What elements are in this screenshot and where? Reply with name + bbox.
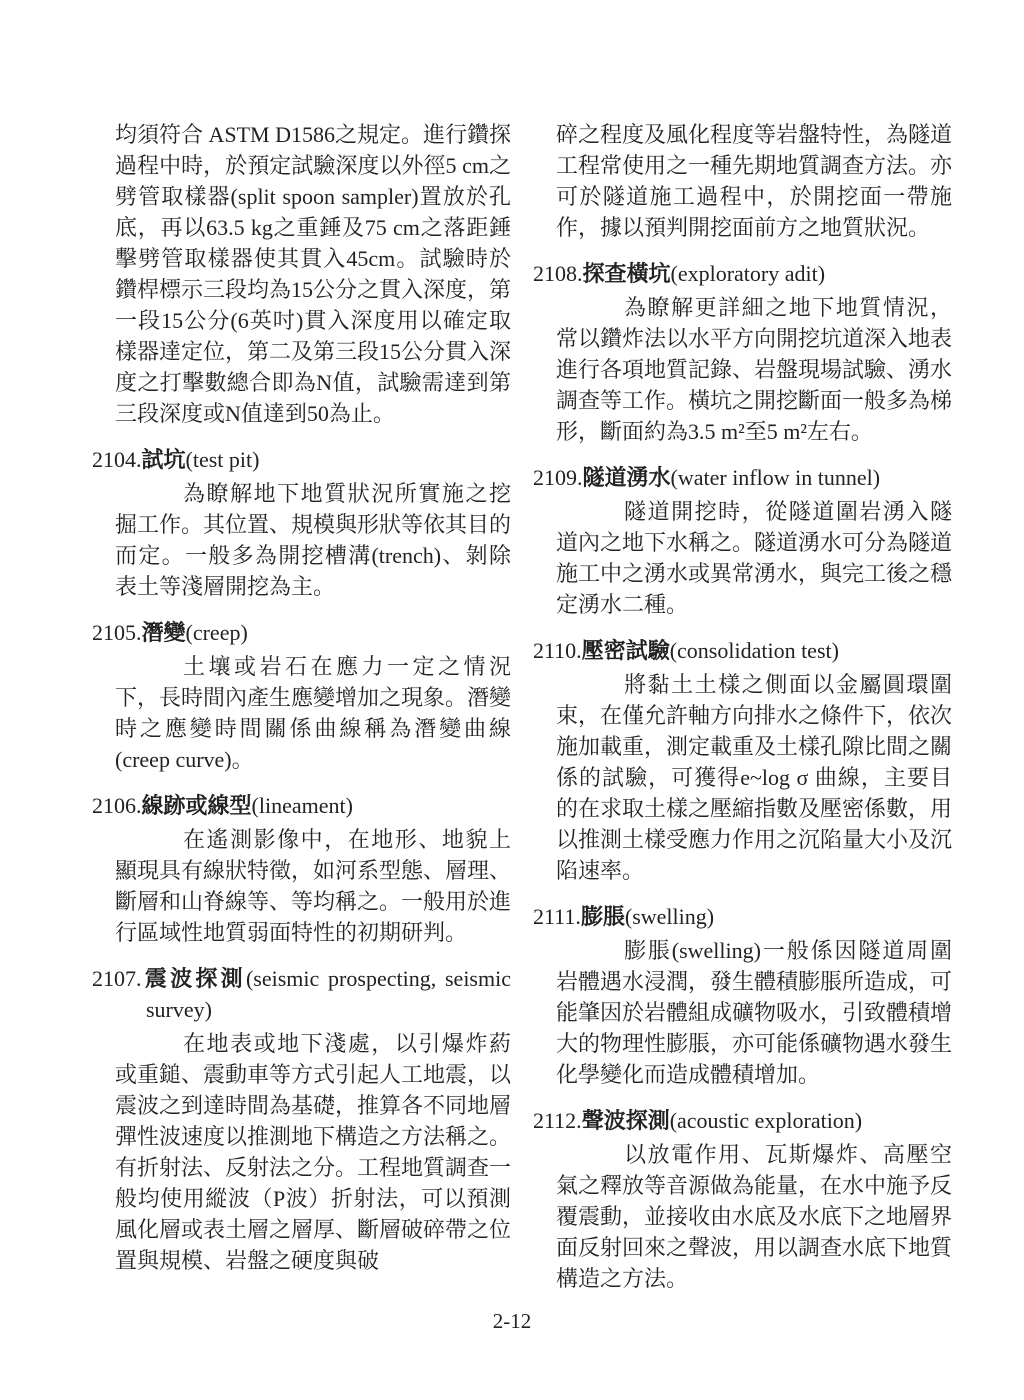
entry-english-term: (test pit)	[185, 447, 260, 472]
entry-english-term: (seismic prospecting, seismic survey)	[146, 966, 511, 1022]
entry-english-term: (water inflow in tunnel)	[670, 465, 881, 490]
glossary-entry-2108	[533, 258, 952, 447]
entry-definition: 為瞭解地下地質狀況所實施之挖掘工作。其位置、規模與形狀等依其目的而定。一般多為開挖槽溝(trench)、剝除表土等淺層開挖為主。	[115, 481, 512, 599]
entry-number: 2107.	[92, 966, 142, 991]
entry-definition: 土壤或岩石在應力一定之情況下，長時間內產生應變增加之現象。潛變時之應變時間關係曲線稱為潛變曲線(creep curve)。	[115, 654, 512, 772]
entry-heading	[92, 444, 511, 475]
glossary-entry-2109	[533, 462, 952, 620]
entry-number: 2110.	[533, 638, 582, 663]
entry-english-term: (swelling)	[624, 904, 715, 929]
entry-heading	[92, 617, 511, 648]
entry-heading	[533, 1105, 952, 1136]
glossary-entry-2112	[533, 1105, 952, 1294]
right-column	[533, 119, 952, 1294]
entry-number: 2109.	[533, 465, 583, 490]
entry-heading	[92, 790, 511, 821]
two-column-text-area	[92, 119, 952, 1294]
entry-number: 2112.	[533, 1108, 582, 1133]
entry-term: 聲波探測	[581, 1108, 670, 1133]
glossary-entry-2107	[92, 963, 511, 1276]
page-number: 2-12	[492, 1309, 532, 1333]
entry-term: 線跡或線型	[141, 793, 252, 818]
entry-term: 壓密試驗	[581, 638, 670, 663]
entry-term: 隧道湧水	[582, 465, 671, 490]
entry-heading	[533, 462, 952, 493]
entry-term: 試坑	[141, 447, 186, 472]
entry-english-term: (exploratory adit)	[670, 261, 826, 286]
continuation-paragraph: 均須符合 ASTM D1586之規定。進行鑽探過程中時，於預定試驗深度以外徑5 cm之劈管取樣器(split spoon sampler)置放於孔底，再以63.5 kg之重錘及75 cm之落距錘擊劈管取樣器使其貫入45cm。試驗時於鑽桿標示三段均為15公分之貫入深度，第一段15公分(6英吋)貫入深度用以確定取樣器達定位，第二及第三段15公分貫入深度之打擊數總合即為N值，試驗需達到第三段深度或N值達到50為止。	[115, 122, 512, 426]
entry-number: 2108.	[533, 261, 583, 286]
entry-heading	[533, 635, 952, 666]
entry-number: 2105.	[92, 620, 142, 645]
left-column	[92, 119, 511, 1294]
entry-definition: 隧道開挖時，從隧道圍岩湧入隧道內之地下水稱之。隧道湧水可分為隧道施工中之湧水或異常湧水，與完工後之穩定湧水二種。	[556, 499, 953, 617]
entry-heading	[533, 901, 952, 932]
entry-english-term: (lineament)	[251, 793, 353, 818]
glossary-entry-2104	[92, 444, 511, 602]
entry-term: 潛變	[141, 620, 186, 645]
entry-term: 探查橫坑	[582, 261, 671, 286]
entry-heading	[533, 258, 952, 289]
entry-heading	[92, 963, 511, 1025]
entry-definition: 在遙測影像中，在地形、地貌上顯現具有線狀特徵，如河系型態、層理、斷層和山脊線等、等均稱之。一般用於進行區域性地質弱面特性的初期研判。	[115, 827, 512, 945]
entry-number: 2111.	[533, 904, 581, 929]
glossary-entry-2110	[533, 635, 952, 886]
entry-number: 2106.	[92, 793, 142, 818]
glossary-entry-2111	[533, 901, 952, 1090]
entry-term: 膨脹	[580, 904, 625, 929]
entry-definition: 將黏土土樣之側面以金屬圓環圍束，在僅允許軸方向排水之條件下，依次施加載重，測定載重及土樣孔隙比間之關係的試驗，可獲得e~log σ 曲線，主要目的在求取土樣之壓縮指數及壓密係數，用以推測土樣受應力作用之沉陷量大小及沉陷速率。	[556, 672, 953, 883]
glossary-entry-2106	[92, 790, 511, 948]
continuation-paragraph: 碎之程度及風化程度等岩盤特性，為隧道工程常使用之一種先期地質調查方法。亦可於隧道施工過程中，於開挖面一帶施作，據以預判開挖面前方之地質狀況。	[556, 122, 953, 240]
entry-number: 2104.	[92, 447, 142, 472]
glossary-entry-2105	[92, 617, 511, 775]
entry-english-term: (creep)	[185, 620, 248, 645]
entry-english-term: (consolidation test)	[669, 638, 839, 663]
entry-definition: 在地表或地下淺處，以引爆炸葯或重鎚、震動車等方式引起人工地震，以震波之到達時間為基礎，推算各不同地層彈性波速度以推測地下構造之方法稱之。有折射法、反射法之分。工程地質調查一般均使用縱波（P波）折射法，可以預測風化層或表土層之層厚、斷層破碎帶之位置與規模、岩盤之硬度與破	[115, 1031, 512, 1273]
entry-definition: 膨脹(swelling)一般係因隧道周圍岩體遇水浸潤，發生體積膨脹所造成，可能肇因於岩體組成礦物吸水，引致體積增大的物理性膨脹，亦可能係礦物遇水發生化學變化而造成體積增加。	[556, 938, 953, 1087]
entry-term: 震波探測	[141, 966, 246, 991]
entry-definition: 為瞭解更詳細之地下地質情況，常以鑽炸法以水平方向開挖坑道深入地表進行各項地質記錄、岩盤現場試驗、湧水調查等工作。橫坑之開挖斷面一般多為梯形，斷面約為3.5 m²至5 m²左右。	[556, 295, 953, 444]
entry-definition: 以放電作用、瓦斯爆炸、高壓空氣之釋放等音源做為能量，在水中施予反覆震動，並接收由水底及水底下之地層界面反射回來之聲波，用以調查水底下地質構造之方法。	[556, 1142, 953, 1291]
entry-english-term: (acoustic exploration)	[669, 1108, 863, 1133]
